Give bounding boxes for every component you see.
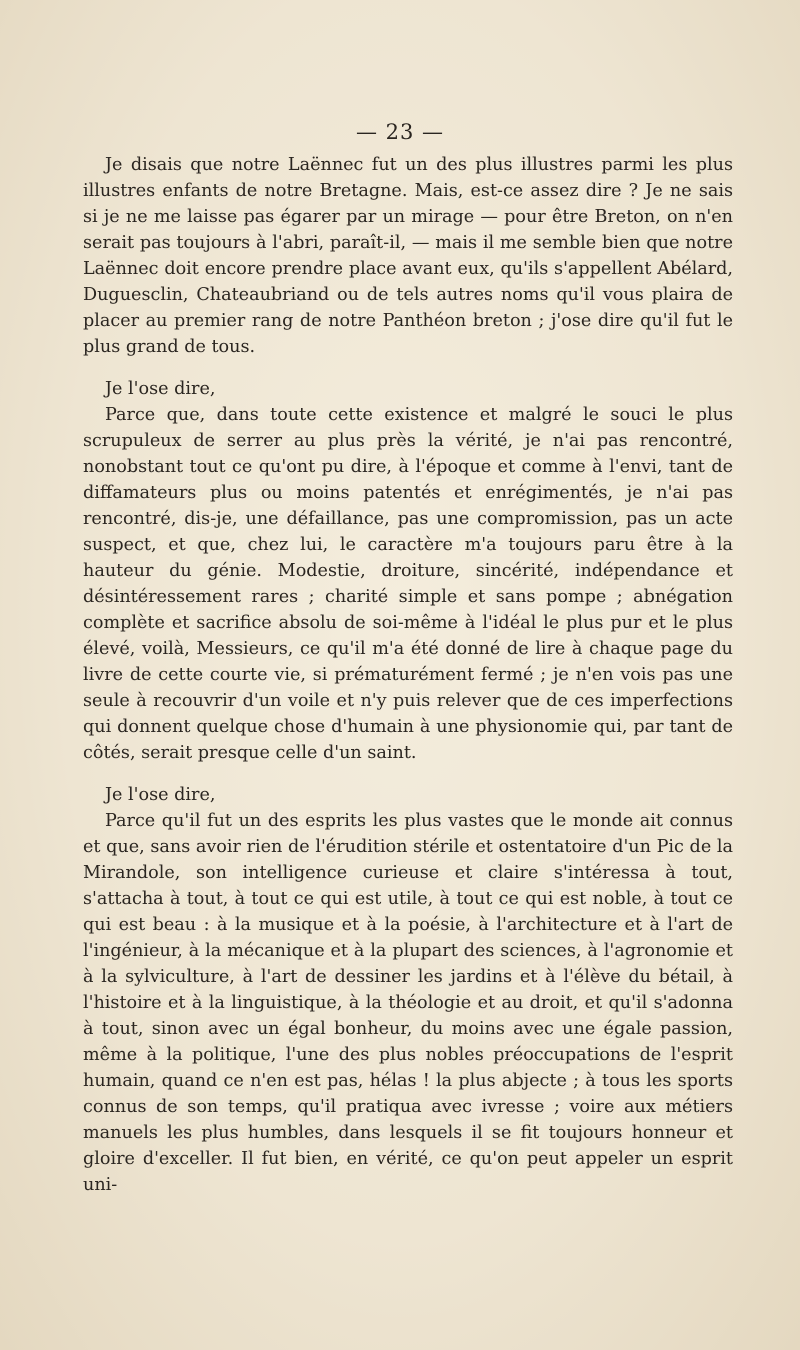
- paragraph-3: Parce que, dans toute cette existence et malgré le souci le plus scrupuleux de serrer au plus près la vérité, je n'ai pas rencontré, nonobstant tout ce qu'ont pu dire, à l'époque et comme à l'envi, tant de diffamateurs plus ou moins patentés et enrégimentés, je n'ai pas rencontré, dis-je, une défaillance, pas une compromission, pas un acte suspect, et que, chez lui, le caractère m'a toujours paru être à la hauteur du génie. Modestie, droiture, sincérité, indépendance et désintéressement rares ; charité simple et sans pompe ; abnégation complète et sacrifice absolu de soi-même à l'idéal le plus pur et le plus élevé, voilà, Messieurs, ce qu'il m'a été donné de lire à chaque page du livre de cette courte vie, si prématurément fermé ; je n'en vois pas une seule à recouvrir d'un voile et n'y puis relever que de ces imperfections qui donnent quelque chose d'humain à une physionomie qui, par tant de côtés, serait presque celle d'un saint.: [83, 405, 733, 763]
- page-number: — 23 —: [355, 120, 445, 144]
- paragraph-4: Je l'ose dire,: [105, 785, 216, 805]
- paragraph-5: Parce qu'il fut un des esprits les plus vastes que le monde ait connus et que, sans avoir rien de l'érudition stérile et ostentatoire d'un Pic de la Mirandole, son intelligence curieuse et claire s'intéressa à tout, s'attacha à tout, à tout ce qui est utile, à tout ce qui est noble, à tout ce qui est beau : à la musique et à la poésie, à l'architecture et à l'art de l'ingénieur, à la mécanique et à la plupart des sciences, à l'agronomie et à la sylviculture, à l'art de dessiner les jardins et à l'élève du bétail, à l'histoire et à la linguistique, à la théologie et au droit, et qu'il s'adonna à tout, sinon avec un égal bonheur, du moins avec une égale passion, même à la politique, l'une des plus nobles préoccupations de l'esprit humain, quand ce n'en est pas, hélas ! la plus abjecte ; à tous les sports connus de son temps, qu'il pratiqua avec ivresse ; voire aux métiers manuels les plus humbles, dans lesquels il se fit toujours honneur et gloire d'exceller. Il fut bien, en vérité, ce qu'on peut appeler un esprit uni-: [83, 811, 733, 1195]
- paragraph-2: Je l'ose dire,: [105, 379, 216, 399]
- paragraph-1: Je disais que notre Laënnec fut un des plus illustres parmi les plus illustres enfants de notre Bretagne. Mais, est-ce assez dire ? Je ne sais si je ne me laisse pas égarer par un mirage — pour être Breton, on n'en serait pas toujours à l'abri, paraît-il, — mais il me semble bien que notre Laënnec doit encore prendre place avant eux, qu'ils s'appellent Abélard, Duguesclin, Chateaubriand ou de tels autres noms qu'il vous plaira de placer au premier rang de notre Panthéon breton ; j'ose dire qu'il fut le plus grand de tous.: [83, 155, 733, 357]
- body-text: [83, 152, 733, 1198]
